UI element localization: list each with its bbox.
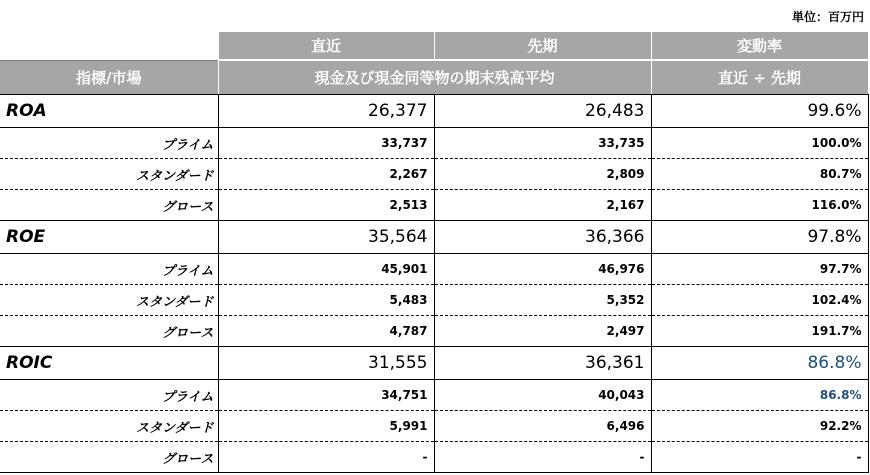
header-metric-desc: 現金及び現金同等物の期末残高平均 [218,60,651,95]
header-recent: 直近 [218,32,434,61]
row-label: スタンダード [0,411,218,442]
cell-previous: 2,167 [434,190,651,221]
cell-recent: 5,991 [218,411,434,442]
cell-previous: 40,043 [434,380,651,411]
table-row-roa-prime [0,128,868,159]
cell-recent: 45,901 [218,254,434,285]
table-row-roe-prime [0,254,868,285]
cell-change-highlight: 86.8% [651,380,868,411]
cell-recent: 34,751 [218,380,434,411]
cell-change: 80.7% [651,159,868,190]
cell-recent: - [218,442,434,473]
cell-recent: 26,377 [218,95,434,128]
row-label: グロース [0,442,218,473]
cell-change: 191.7% [651,316,868,347]
cash-metrics-table [0,31,869,473]
table-row-roa [0,95,868,128]
header-change: 変動率 [651,32,868,61]
cell-previous: - [434,442,651,473]
cell-previous: 2,497 [434,316,651,347]
cell-previous: 26,483 [434,95,651,128]
row-label: スタンダード [0,285,218,316]
cell-change: 100.0% [651,128,868,159]
table-row-roa-growth [0,190,868,221]
row-label: プライム [0,254,218,285]
row-label: ROE [0,221,218,254]
cell-recent: 4,787 [218,316,434,347]
table-row-roa-standard [0,159,868,190]
table-row-roe [0,221,868,254]
cell-recent: 33,737 [218,128,434,159]
cell-change: 116.0% [651,190,868,221]
cell-change: 97.7% [651,254,868,285]
table-row-roe-growth [0,316,868,347]
table-row-roic-standard [0,411,868,442]
cell-recent: 5,483 [218,285,434,316]
cell-change: 97.8% [651,221,868,254]
cell-previous: 46,976 [434,254,651,285]
row-label: スタンダード [0,159,218,190]
cell-change: 99.6% [651,95,868,128]
row-label: グロース [0,316,218,347]
cell-previous: 6,496 [434,411,651,442]
cell-change: - [651,442,868,473]
row-label: グロース [0,190,218,221]
row-label: プライム [0,380,218,411]
cell-recent: 2,513 [218,190,434,221]
cell-previous: 2,809 [434,159,651,190]
header-row-label: 指標/市場 [0,60,218,95]
cell-previous: 36,366 [434,221,651,254]
cell-previous: 5,352 [434,285,651,316]
header-row-descriptions [0,60,868,95]
header-previous: 先期 [434,32,651,61]
header-row-periods [0,32,868,61]
cell-previous: 33,735 [434,128,651,159]
cell-previous: 36,361 [434,347,651,380]
cell-recent: 35,564 [218,221,434,254]
row-label: ROIC [0,347,218,380]
table-row-roic-growth [0,442,868,473]
header-corner [0,32,218,61]
row-label: プライム [0,128,218,159]
row-label: ROA [0,95,218,128]
cell-change: 92.2% [651,411,868,442]
cell-recent: 31,555 [218,347,434,380]
cell-recent: 2,267 [218,159,434,190]
cell-change: 102.4% [651,285,868,316]
table-row-roe-standard [0,285,868,316]
unit-label: 単位：百万円 [791,10,864,24]
header-change-desc: 直近 ÷ 先期 [651,60,868,95]
cell-change-highlight: 86.8% [651,347,868,380]
table-row-roic-prime [0,380,868,411]
table-row-roic [0,347,868,380]
